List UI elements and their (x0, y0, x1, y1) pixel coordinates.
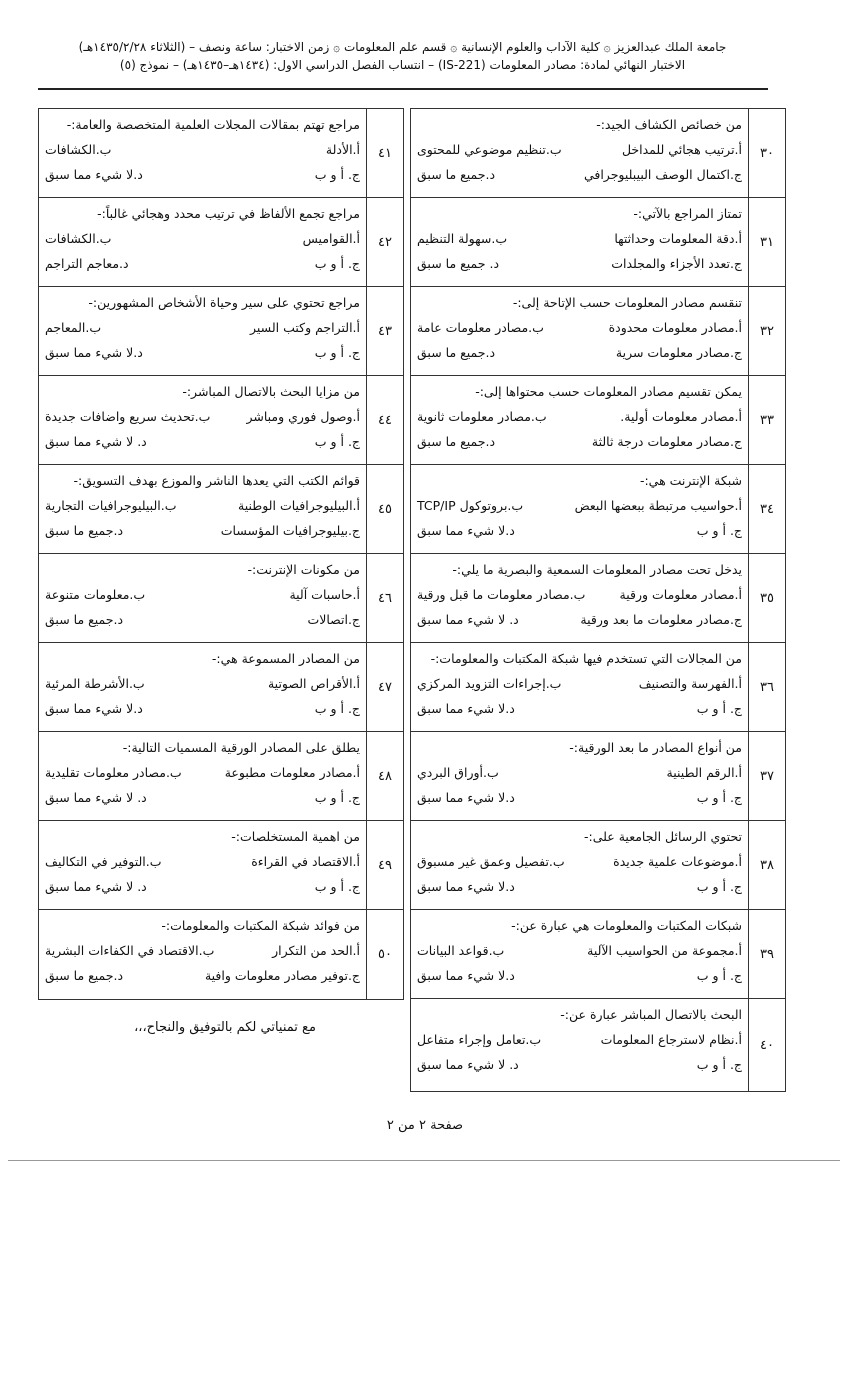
question-item (411, 643, 785, 732)
option-a: أ.وصول فوري ومباشر (246, 409, 360, 424)
option-a: أ.الفهرسة والتصنيف (638, 676, 742, 691)
options-row-1 (45, 315, 360, 340)
options-row-1 (417, 671, 742, 696)
option-c: ج. أ و ب (314, 434, 360, 449)
options-row-2 (417, 785, 742, 810)
option-d: د.لا شيء مما سبق (417, 523, 515, 538)
option-c: ج.مصادر معلومات ما بعد ورقية (580, 612, 742, 627)
question-item (411, 287, 785, 376)
question-body (411, 999, 748, 1091)
option-b: ب.مصادر معلومات تقليدية (45, 765, 182, 780)
question-stem: من خصائص الكشاف الجيد:- (596, 117, 742, 132)
question-item (411, 554, 785, 643)
option-c: ج. أ و ب (696, 523, 742, 538)
closing-note: مع تمنياتي لكم بالتوفيق والنجاح،،، (134, 1020, 316, 1035)
header-divider (38, 88, 768, 90)
options-row-1 (417, 760, 742, 785)
option-d: د. لا شيء مما سبق (45, 434, 147, 449)
option-b: ب.تفصيل وعمق غير مسبوق (417, 854, 565, 869)
option-b: ب.الأشرطة المرئية (45, 676, 145, 691)
question-item (39, 732, 403, 821)
question-body (411, 910, 748, 998)
question-stem: من مكونات الإنترنت:- (247, 562, 360, 577)
question-number: ٣٦ (748, 643, 785, 731)
option-d: د. جميع ما سبق (417, 256, 500, 271)
option-a: أ.دقة المعلومات وحداثتها (614, 231, 742, 246)
option-b: ب.تحديث سريع واضافات جديدة (45, 409, 211, 424)
questions-column-left (38, 108, 404, 1000)
option-a: أ.الأقراص الصوتية (267, 676, 360, 691)
option-d: د.جميع ما سبق (45, 612, 124, 627)
option-b: ب.معلومات متنوعة (45, 587, 146, 602)
options-row-1 (417, 938, 742, 963)
question-body (411, 554, 748, 642)
options-row-2 (45, 518, 360, 543)
question-stem: مراجع تهتم بمقالات المجلات العلمية المتخصصة والعامة:- (66, 117, 360, 132)
options-row-1 (45, 582, 360, 607)
question-stem: من اهمية المستخلصات:- (231, 829, 360, 844)
question-item (411, 910, 785, 999)
options-row-1 (45, 760, 360, 785)
question-item (411, 465, 785, 554)
option-b: ب.مصادر معلومات ثانوية (417, 409, 547, 424)
question-number: ٤٤ (366, 376, 403, 464)
options-row-2 (417, 251, 742, 276)
header-line-1: جامعة الملك عبدالعزيز ۞ كلية الآداب والعلوم الإنسانية ۞ قسم علم المعلومات ۞ زمن الاختبار: ساعة ونصف – (الثلاثاء ١٤٣٥/٢/٢٨هـ) (78, 40, 727, 54)
question-number: ٣٠ (748, 109, 785, 197)
options-row-1 (45, 849, 360, 874)
question-item (411, 376, 785, 465)
option-b: ب.سهولة التنظيم (417, 231, 508, 246)
option-d: د.لا شيء مما سبق (417, 968, 515, 983)
options-row-2 (45, 340, 360, 365)
option-c: ج. أ و ب (314, 701, 360, 716)
question-stem: تمتاز المراجع بالآتي:- (633, 206, 742, 221)
option-d: د.جميع ما سبق (417, 434, 496, 449)
question-number: ٤٣ (366, 287, 403, 375)
question-item (39, 287, 403, 376)
option-d: د.معاجم التراجم (45, 256, 129, 271)
question-stem: يمكن تقسيم مصادر المعلومات حسب محتواها إلى:- (475, 384, 742, 399)
question-number: ٣٢ (748, 287, 785, 375)
question-stem: من فوائد شبكة المكتبات والمعلومات:- (161, 918, 360, 933)
question-number: ٤٧ (366, 643, 403, 731)
question-number: ٤٨ (366, 732, 403, 820)
option-d: د. لا شيء مما سبق (45, 879, 147, 894)
option-c: ج. أ و ب (696, 968, 742, 983)
option-c: ج.مصادر معلومات سرية (615, 345, 742, 360)
options-row-2 (417, 1052, 742, 1077)
question-body (39, 732, 366, 820)
option-d: د.لا شيء مما سبق (417, 701, 515, 716)
options-row-1 (417, 315, 742, 340)
option-c: ج.مصادر معلومات درجة ثالثة (591, 434, 742, 449)
options-row-2 (417, 696, 742, 721)
questions-column-right (410, 108, 786, 1092)
options-row-2 (417, 518, 742, 543)
question-stem: شبكة الإنترنت هي:- (639, 473, 742, 488)
question-item (39, 198, 403, 287)
options-row-1 (417, 404, 742, 429)
page-bottom-rule (8, 1160, 840, 1161)
options-row-1 (45, 404, 360, 429)
question-item (411, 999, 785, 1091)
options-row-2 (45, 162, 360, 187)
option-a: أ.مجموعة من الحواسيب الآلية (587, 943, 742, 958)
option-b: ب.مصادر معلومات ما قبل ورقية (417, 587, 586, 602)
question-number: ٣٨ (748, 821, 785, 909)
question-body (411, 287, 748, 375)
options-row-1 (417, 137, 742, 162)
question-item (39, 109, 403, 198)
option-b: ب.إجراءات التزويد المركزي (417, 676, 562, 691)
options-row-1 (417, 1027, 742, 1052)
option-b: ب.الكشافات (45, 231, 112, 246)
option-b: ب.قواعد البيانات (417, 943, 505, 958)
question-body (411, 465, 748, 553)
question-body (39, 643, 366, 731)
options-row-2 (45, 429, 360, 454)
question-body (39, 465, 366, 553)
option-b: ب.الاقتصاد في الكفاءات البشرية (45, 943, 215, 958)
option-c: ج. أ و ب (314, 167, 360, 182)
question-item (39, 910, 403, 999)
option-a: أ.التراجم وكتب السير (250, 320, 360, 335)
options-row-2 (45, 785, 360, 810)
question-body (411, 821, 748, 909)
question-item (39, 821, 403, 910)
exam-header (40, 38, 765, 74)
question-item (39, 376, 403, 465)
question-item (39, 465, 403, 554)
question-item (39, 554, 403, 643)
option-c: ج.توفير مصادر معلومات وافية (204, 968, 360, 983)
option-a: أ.البيليوجرافيات الوطنية (238, 498, 360, 513)
question-body (411, 732, 748, 820)
option-b: ب.التوفير في التكاليف (45, 854, 162, 869)
option-a: أ.حواسيب مرتبطة ببعضها البعض (574, 498, 742, 513)
option-a: أ.ترتيب هجائي للمداخل (621, 142, 742, 157)
question-stem: من المصادر المسموعة هي:- (211, 651, 360, 666)
question-item (411, 732, 785, 821)
question-number: ٣٤ (748, 465, 785, 553)
question-body (39, 376, 366, 464)
question-number: ٤١ (366, 109, 403, 197)
options-row-1 (45, 226, 360, 251)
option-b: ب.تنظيم موضوعي للمحتوى (417, 142, 562, 157)
question-stem: يطلق على المصادر الورقية المسميات التالية:- (122, 740, 360, 755)
option-a: أ.الحد من التكرار (272, 943, 360, 958)
options-row-2 (417, 429, 742, 454)
options-row-1 (45, 938, 360, 963)
question-number: ٥٠ (366, 910, 403, 999)
option-d: د.جميع ما سبق (417, 167, 496, 182)
options-row-2 (45, 874, 360, 899)
option-b: ب.الكشافات (45, 142, 112, 157)
question-stem: من المجالات التي تستخدم فيها شبكة المكتبات والمعلومات:- (430, 651, 742, 666)
question-stem: تنقسم مصادر المعلومات حسب الإتاحة إلى:- (512, 295, 742, 310)
question-number: ٤٦ (366, 554, 403, 642)
question-item (39, 643, 403, 732)
option-a: أ.مصادر معلومات ورقية (619, 587, 742, 602)
option-a: أ.مصادر معلومات محدودة (608, 320, 742, 335)
option-c: ج. أ و ب (314, 256, 360, 271)
option-c: ج. أ و ب (696, 701, 742, 716)
question-number: ٤٢ (366, 198, 403, 286)
option-d: د.جميع ما سبق (45, 523, 124, 538)
option-d: د.لا شيء مما سبق (417, 879, 515, 894)
option-d: د. لا شيء مما سبق (45, 790, 147, 805)
options-row-2 (45, 963, 360, 988)
option-c: ج.بيليوجرافيات المؤسسات (220, 523, 360, 538)
options-row-1 (417, 493, 742, 518)
question-stem: البحث بالاتصال المباشر عبارة عن:- (560, 1007, 742, 1022)
question-number: ٣٧ (748, 732, 785, 820)
question-stem: تحتوي الرسائل الجامعية على:- (584, 829, 742, 844)
option-a: أ.مصادر معلومات أولية. (620, 409, 742, 424)
question-body (39, 198, 366, 286)
option-c: ج. أ و ب (314, 790, 360, 805)
question-item (411, 198, 785, 287)
question-number: ٤٠ (748, 999, 785, 1091)
option-b: ب.مصادر معلومات عامة (417, 320, 544, 335)
option-c: ج. أ و ب (696, 879, 742, 894)
question-stem: شبكات المكتبات والمعلومات هي عبارة عن:- (511, 918, 742, 933)
options-row-2 (417, 874, 742, 899)
question-number: ٣٩ (748, 910, 785, 998)
question-body (411, 198, 748, 286)
option-a: أ.الأدلة (325, 142, 360, 157)
question-item (411, 109, 785, 198)
option-c: ج.اتصالات (307, 612, 360, 627)
question-body (411, 109, 748, 197)
question-number: ٣٣ (748, 376, 785, 464)
option-d: د.لا شيء مما سبق (45, 701, 143, 716)
question-body (39, 910, 366, 999)
page-number: صفحة ٢ من ٢ (386, 1118, 464, 1133)
option-c: ج. أ و ب (696, 790, 742, 805)
option-c: ج. أ و ب (696, 1057, 742, 1072)
option-b: ب.المعاجم (45, 320, 102, 335)
option-d: د. لا شيء مما سبق (417, 612, 519, 627)
option-a: أ.مصادر معلومات مطبوعة (224, 765, 360, 780)
options-row-1 (45, 671, 360, 696)
question-stem: قوائم الكتب التي يعدها الناشر والموزع بهدف التسويق:- (73, 473, 360, 488)
option-a: أ.القواميس (302, 231, 360, 246)
options-row-1 (417, 226, 742, 251)
options-row-1 (417, 582, 742, 607)
option-d: د.لا شيء مما سبق (417, 790, 515, 805)
option-a: أ.موضوعات علمية جديدة (613, 854, 742, 869)
question-number: ٤٥ (366, 465, 403, 553)
options-row-2 (45, 251, 360, 276)
question-body (39, 109, 366, 197)
option-d: د. لا شيء مما سبق (417, 1057, 519, 1072)
option-d: د.لا شيء مما سبق (45, 345, 143, 360)
options-row-2 (417, 340, 742, 365)
question-body (39, 821, 366, 909)
question-body (39, 554, 366, 642)
question-item (411, 821, 785, 910)
option-c: ج.اكتمال الوصف البيبليوجرافي (583, 167, 742, 182)
option-b: ب.بروتوكول TCP/IP (417, 498, 524, 513)
option-b: ب.أوراق البردي (417, 765, 499, 780)
question-number: ٤٩ (366, 821, 403, 909)
options-row-1 (45, 493, 360, 518)
question-body (411, 376, 748, 464)
question-stem: مراجع تجمع الألفاظ في ترتيب محدد وهجائي غالباً:- (97, 206, 360, 221)
question-number: ٣٥ (748, 554, 785, 642)
option-a: أ.الاقتصاد في القراءة (251, 854, 360, 869)
question-stem: من أنواع المصادر ما بعد الورقية:- (569, 740, 742, 755)
options-row-2 (45, 607, 360, 632)
options-row-2 (417, 607, 742, 632)
option-c: ج. أ و ب (314, 879, 360, 894)
question-body (39, 287, 366, 375)
header-line-2: الاختبار النهائي لمادة: مصادر المعلومات (IS-221) – انتساب الفصل الدراسي الاول: (١٤٣٤هـ–١٤٣٥هـ) – نموذج (٥) (119, 58, 686, 72)
options-row-2 (417, 162, 742, 187)
question-stem: مراجع تحتوي على سير وحياة الأشخاص المشهورين:- (88, 295, 360, 310)
options-row-2 (45, 696, 360, 721)
option-d: د.جميع ما سبق (45, 968, 124, 983)
option-a: أ.الرقم الطينية (666, 765, 742, 780)
question-stem: من مزايا البحث بالاتصال المباشر:- (182, 384, 360, 399)
option-a: أ.نظام لاسترجاع المعلومات (600, 1032, 742, 1047)
options-row-1 (45, 137, 360, 162)
option-c: ج.تعدد الأجزاء والمجلدات (611, 256, 742, 271)
question-number: ٣١ (748, 198, 785, 286)
options-row-1 (417, 849, 742, 874)
options-row-2 (417, 963, 742, 988)
option-b: ب.تعامل وإجراء متفاعل (417, 1032, 542, 1047)
option-a: أ.حاسبات آلية (289, 587, 360, 602)
option-d: د.جميع ما سبق (417, 345, 496, 360)
question-body (411, 643, 748, 731)
option-b: ب.البيليوجرافيات التجارية (45, 498, 177, 513)
option-c: ج. أ و ب (314, 345, 360, 360)
question-stem: يدخل تحت مصادر المعلومات السمعية والبصرية ما يلي:- (452, 562, 742, 577)
option-d: د.لا شيء مما سبق (45, 167, 143, 182)
